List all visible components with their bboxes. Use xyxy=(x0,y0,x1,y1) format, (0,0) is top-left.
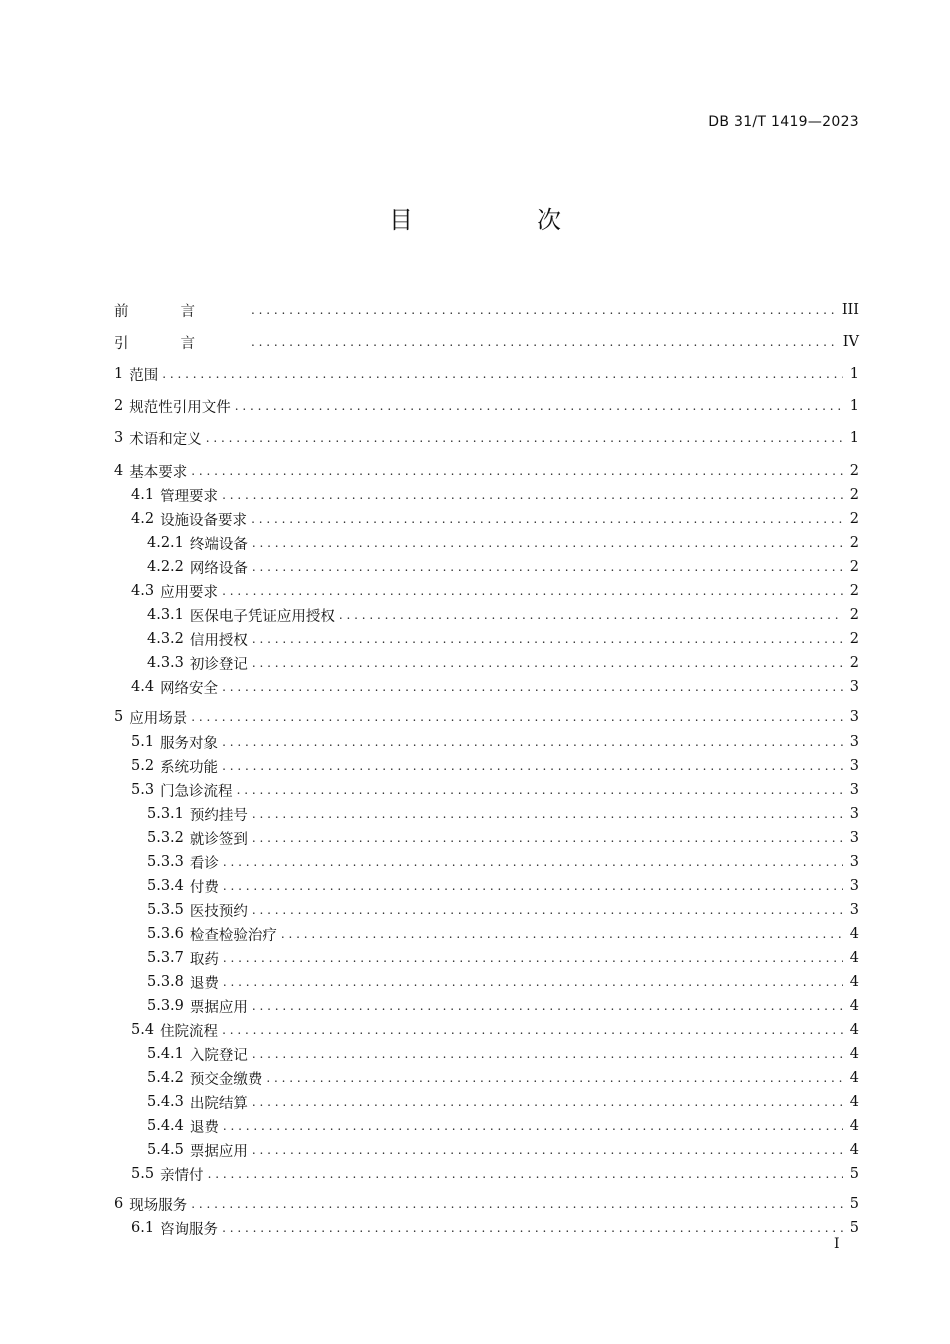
toc-entry-label: 退费 xyxy=(189,1119,219,1136)
toc-leader-dots xyxy=(222,680,843,694)
toc-leader-dots xyxy=(251,335,839,349)
toc-entry-label: 网络安全 xyxy=(160,680,219,697)
toc-entry-label: 网络设备 xyxy=(189,560,248,577)
toc-leader-dots xyxy=(206,431,843,445)
toc-entry-label: 现场服务 xyxy=(129,1197,188,1214)
toc-entry[interactable] xyxy=(114,1042,859,1066)
toc-leader-dots xyxy=(162,367,843,381)
page-number: I xyxy=(834,1236,840,1252)
toc-entry-label: 亲情付 xyxy=(160,1167,204,1184)
toc-entry-page: 2 xyxy=(849,583,859,599)
toc-entry-label: 前言 xyxy=(114,303,247,320)
toc-leader-dots xyxy=(222,1023,843,1037)
toc-entry[interactable] xyxy=(114,362,859,386)
toc-entry-label: 信用授权 xyxy=(189,632,248,649)
toc-entry[interactable] xyxy=(114,874,859,898)
toc-entry-number: 5.3 xyxy=(131,782,155,798)
toc-entry-page: 5 xyxy=(849,1196,859,1212)
toc-entry[interactable] xyxy=(114,426,859,450)
toc-entry-page: 4 xyxy=(849,1118,859,1134)
toc-entry-page: 4 xyxy=(849,1142,859,1158)
toc-entry-number: 6.1 xyxy=(131,1220,155,1236)
toc-entry[interactable] xyxy=(114,994,859,1018)
toc-entry-number: 4.3.2 xyxy=(147,631,184,647)
toc-leader-dots xyxy=(252,1047,843,1061)
toc-leader-dots xyxy=(339,608,843,622)
toc-leader-dots xyxy=(223,855,843,869)
toc-entry-page: 2 xyxy=(849,559,859,575)
toc-entry-label: 取药 xyxy=(189,951,219,968)
toc-entry[interactable] xyxy=(114,531,859,555)
toc-entry[interactable] xyxy=(114,1138,859,1162)
toc-entry-label: 预约挂号 xyxy=(189,807,248,824)
toc-entry-number: 4.3.1 xyxy=(147,607,184,623)
toc-entry[interactable] xyxy=(114,730,859,754)
toc-entry-page: 2 xyxy=(849,535,859,551)
toc-entry-page: 4 xyxy=(849,1046,859,1062)
toc-entry[interactable] xyxy=(114,579,859,603)
toc-leader-dots xyxy=(252,632,843,646)
toc-entry-number: 5.2 xyxy=(131,758,155,774)
toc-entry-page: 4 xyxy=(849,1070,859,1086)
toc-entry-label: 管理要求 xyxy=(160,488,219,505)
toc-entry-label: 规范性引用文件 xyxy=(129,399,231,416)
toc-entry-label: 应用要求 xyxy=(160,584,219,601)
toc-entry-number: 2 xyxy=(114,398,124,414)
toc-leader-dots xyxy=(222,735,843,749)
toc-entry-page: 3 xyxy=(849,758,859,774)
toc-entry-number: 5.1 xyxy=(131,734,155,750)
toc-entry-number: 5.4.3 xyxy=(147,1094,184,1110)
toc-leader-dots xyxy=(191,464,843,478)
toc-entry-label: 终端设备 xyxy=(189,536,248,553)
document-code: DB 31/T 1419—2023 xyxy=(708,114,859,130)
toc-entry-page: 2 xyxy=(849,655,859,671)
toc-entry[interactable] xyxy=(114,1090,859,1114)
toc-entry[interactable] xyxy=(114,922,859,946)
toc-leader-dots xyxy=(223,975,843,989)
toc-entry-page: 1 xyxy=(849,366,859,382)
toc-entry[interactable] xyxy=(114,970,859,994)
toc-entry-number: 4.2.2 xyxy=(147,559,184,575)
toc-entry-page: 3 xyxy=(849,734,859,750)
toc-entry-number: 5.3.7 xyxy=(147,950,184,966)
toc-entry-page: 5 xyxy=(849,1220,859,1236)
toc-entry-number: 6 xyxy=(114,1196,124,1212)
toc-entry-label: 入院登记 xyxy=(189,1047,248,1064)
toc-entry-page: 4 xyxy=(849,926,859,942)
toc-entry[interactable] xyxy=(114,1018,859,1042)
toc-entry-label: 应用场景 xyxy=(129,710,188,727)
toc-entry-page: IV xyxy=(842,334,859,350)
toc-leader-dots xyxy=(223,951,843,965)
toc-entry[interactable] xyxy=(114,946,859,970)
toc-entry-number: 5.3.8 xyxy=(147,974,184,990)
toc-entry[interactable] xyxy=(114,802,859,826)
toc-entry-label: 咨询服务 xyxy=(160,1221,219,1238)
toc-entry-label: 服务对象 xyxy=(160,735,219,752)
toc-entry-number: 5.4.2 xyxy=(147,1070,184,1086)
toc-entry-label: 基本要求 xyxy=(129,464,188,481)
toc-entry[interactable] xyxy=(114,330,859,354)
toc-title: 目 次 xyxy=(389,206,611,234)
toc-entry-number: 4.2 xyxy=(131,511,155,527)
toc-entry-label: 付费 xyxy=(189,879,219,896)
toc-leader-dots xyxy=(252,560,843,574)
toc-entry-number: 5.3.2 xyxy=(147,830,184,846)
toc-entry[interactable] xyxy=(114,675,859,699)
toc-entry-label: 医技预约 xyxy=(189,903,248,920)
toc-leader-dots xyxy=(252,1143,843,1157)
toc-entry-page: 4 xyxy=(849,998,859,1014)
toc-entry-page: 3 xyxy=(849,709,859,725)
toc-entry-page: 2 xyxy=(849,607,859,623)
toc-entry-label: 看诊 xyxy=(189,855,219,872)
toc-leader-dots xyxy=(235,399,843,413)
toc-entry[interactable] xyxy=(114,603,859,627)
toc-leader-dots xyxy=(252,1095,843,1109)
toc-entry-number: 5.4 xyxy=(131,1022,155,1038)
toc-entry-label: 引言 xyxy=(114,335,247,352)
toc-entry[interactable] xyxy=(114,850,859,874)
toc-entry-label: 票据应用 xyxy=(189,1143,248,1160)
toc-leader-dots xyxy=(252,903,843,917)
toc-entry-number: 4 xyxy=(114,463,124,479)
toc-entry-page: 1 xyxy=(849,398,859,414)
toc-entry-page: 5 xyxy=(849,1166,859,1182)
toc-entry-page: 3 xyxy=(849,878,859,894)
toc-entry-number: 5.5 xyxy=(131,1166,155,1182)
toc-entry-label: 检查检验治疗 xyxy=(189,927,277,944)
toc-entry-page: 2 xyxy=(849,463,859,479)
toc-entry-page: 3 xyxy=(849,830,859,846)
toc-entry-label: 术语和定义 xyxy=(129,431,202,448)
toc-entry-label: 就诊签到 xyxy=(189,831,248,848)
toc-entry-number: 5.3.9 xyxy=(147,998,184,1014)
toc-entry[interactable] xyxy=(114,1216,859,1240)
toc-entry-label: 医保电子凭证应用授权 xyxy=(189,608,335,625)
toc-entry-number: 5.3.4 xyxy=(147,878,184,894)
toc-entry-page: 2 xyxy=(849,631,859,647)
toc-entry-page: 2 xyxy=(849,487,859,503)
toc-entry-page: III xyxy=(841,302,859,318)
toc-leader-dots xyxy=(222,1221,843,1235)
toc-entry[interactable] xyxy=(114,394,859,418)
toc-entry-number: 4.2.1 xyxy=(147,535,184,551)
toc-leader-dots xyxy=(208,1167,843,1181)
toc-entry-label: 出院结算 xyxy=(189,1095,248,1112)
toc-entry-number: 4.3.3 xyxy=(147,655,184,671)
toc-leader-dots xyxy=(281,927,843,941)
toc-entry[interactable] xyxy=(114,298,859,322)
toc-entry[interactable] xyxy=(114,651,859,675)
toc-entry-page: 3 xyxy=(849,806,859,822)
toc-entry[interactable] xyxy=(114,1066,859,1090)
toc-leader-dots xyxy=(252,656,843,670)
toc-entry[interactable] xyxy=(114,898,859,922)
toc-entry-label: 退费 xyxy=(189,975,219,992)
toc-entry-label: 票据应用 xyxy=(189,999,248,1016)
toc-leader-dots xyxy=(222,584,843,598)
toc-leader-dots xyxy=(237,783,843,797)
toc-leader-dots xyxy=(251,303,838,317)
toc-entry[interactable] xyxy=(114,754,859,778)
toc-entry-page: 2 xyxy=(849,511,859,527)
toc-entry-page: 3 xyxy=(849,902,859,918)
toc-entry-number: 4.1 xyxy=(131,487,155,503)
toc-leader-dots xyxy=(222,488,843,502)
toc-entry-page: 3 xyxy=(849,782,859,798)
toc-entry-label: 预交金缴费 xyxy=(189,1071,263,1088)
toc-entry-label: 门急诊流程 xyxy=(160,783,233,800)
toc-entry-page: 1 xyxy=(849,430,859,446)
toc-leader-dots xyxy=(191,710,843,724)
toc-entry-label: 初诊登记 xyxy=(189,656,248,673)
toc-entry-label: 住院流程 xyxy=(160,1023,219,1040)
toc-entry-number: 3 xyxy=(114,430,124,446)
toc-entry-number: 5 xyxy=(114,709,124,725)
toc-leader-dots xyxy=(252,807,843,821)
toc-leader-dots xyxy=(223,879,843,893)
toc-entry-number: 5.4.1 xyxy=(147,1046,184,1062)
toc-entry[interactable] xyxy=(114,555,859,579)
toc-entry-label: 设施设备要求 xyxy=(160,512,248,529)
toc-entry[interactable] xyxy=(114,778,859,802)
toc-leader-dots xyxy=(191,1197,843,1211)
toc-entry-number: 1 xyxy=(114,366,124,382)
toc-entry-number: 4.4 xyxy=(131,679,155,695)
toc-entry[interactable] xyxy=(114,826,859,850)
toc-leader-dots xyxy=(252,999,843,1013)
toc-entry-page: 4 xyxy=(849,950,859,966)
toc-leader-dots xyxy=(266,1071,843,1085)
toc-entry-number: 5.4.4 xyxy=(147,1118,184,1134)
toc-entry-page: 4 xyxy=(849,974,859,990)
toc-entry-number: 5.3.5 xyxy=(147,902,184,918)
toc-entry[interactable] xyxy=(114,459,859,483)
toc-entry-number: 5.3.1 xyxy=(147,806,184,822)
toc-leader-dots xyxy=(252,536,843,550)
toc-entry-number: 5.4.5 xyxy=(147,1142,184,1158)
toc-entry-number: 5.3.6 xyxy=(147,926,184,942)
toc-entry[interactable] xyxy=(114,1114,859,1138)
toc-entry[interactable] xyxy=(114,507,859,531)
toc-entry-label: 范围 xyxy=(129,367,159,384)
toc-entry-number: 4.3 xyxy=(131,583,155,599)
toc-leader-dots xyxy=(222,759,843,773)
toc-leader-dots xyxy=(223,1119,843,1133)
toc-entry-page: 3 xyxy=(849,679,859,695)
toc-leader-dots xyxy=(251,512,843,526)
toc-entry[interactable] xyxy=(114,1192,859,1216)
toc-entry[interactable] xyxy=(114,483,859,507)
toc-entry[interactable] xyxy=(114,627,859,651)
toc-entry-page: 4 xyxy=(849,1022,859,1038)
toc-entry-page: 3 xyxy=(849,854,859,870)
toc-entry[interactable] xyxy=(114,705,859,729)
toc-entry-page: 4 xyxy=(849,1094,859,1110)
toc-entry-number: 5.3.3 xyxy=(147,854,184,870)
toc-entry-label: 系统功能 xyxy=(160,759,219,776)
toc-entry[interactable] xyxy=(114,1162,859,1186)
toc-leader-dots xyxy=(252,831,843,845)
